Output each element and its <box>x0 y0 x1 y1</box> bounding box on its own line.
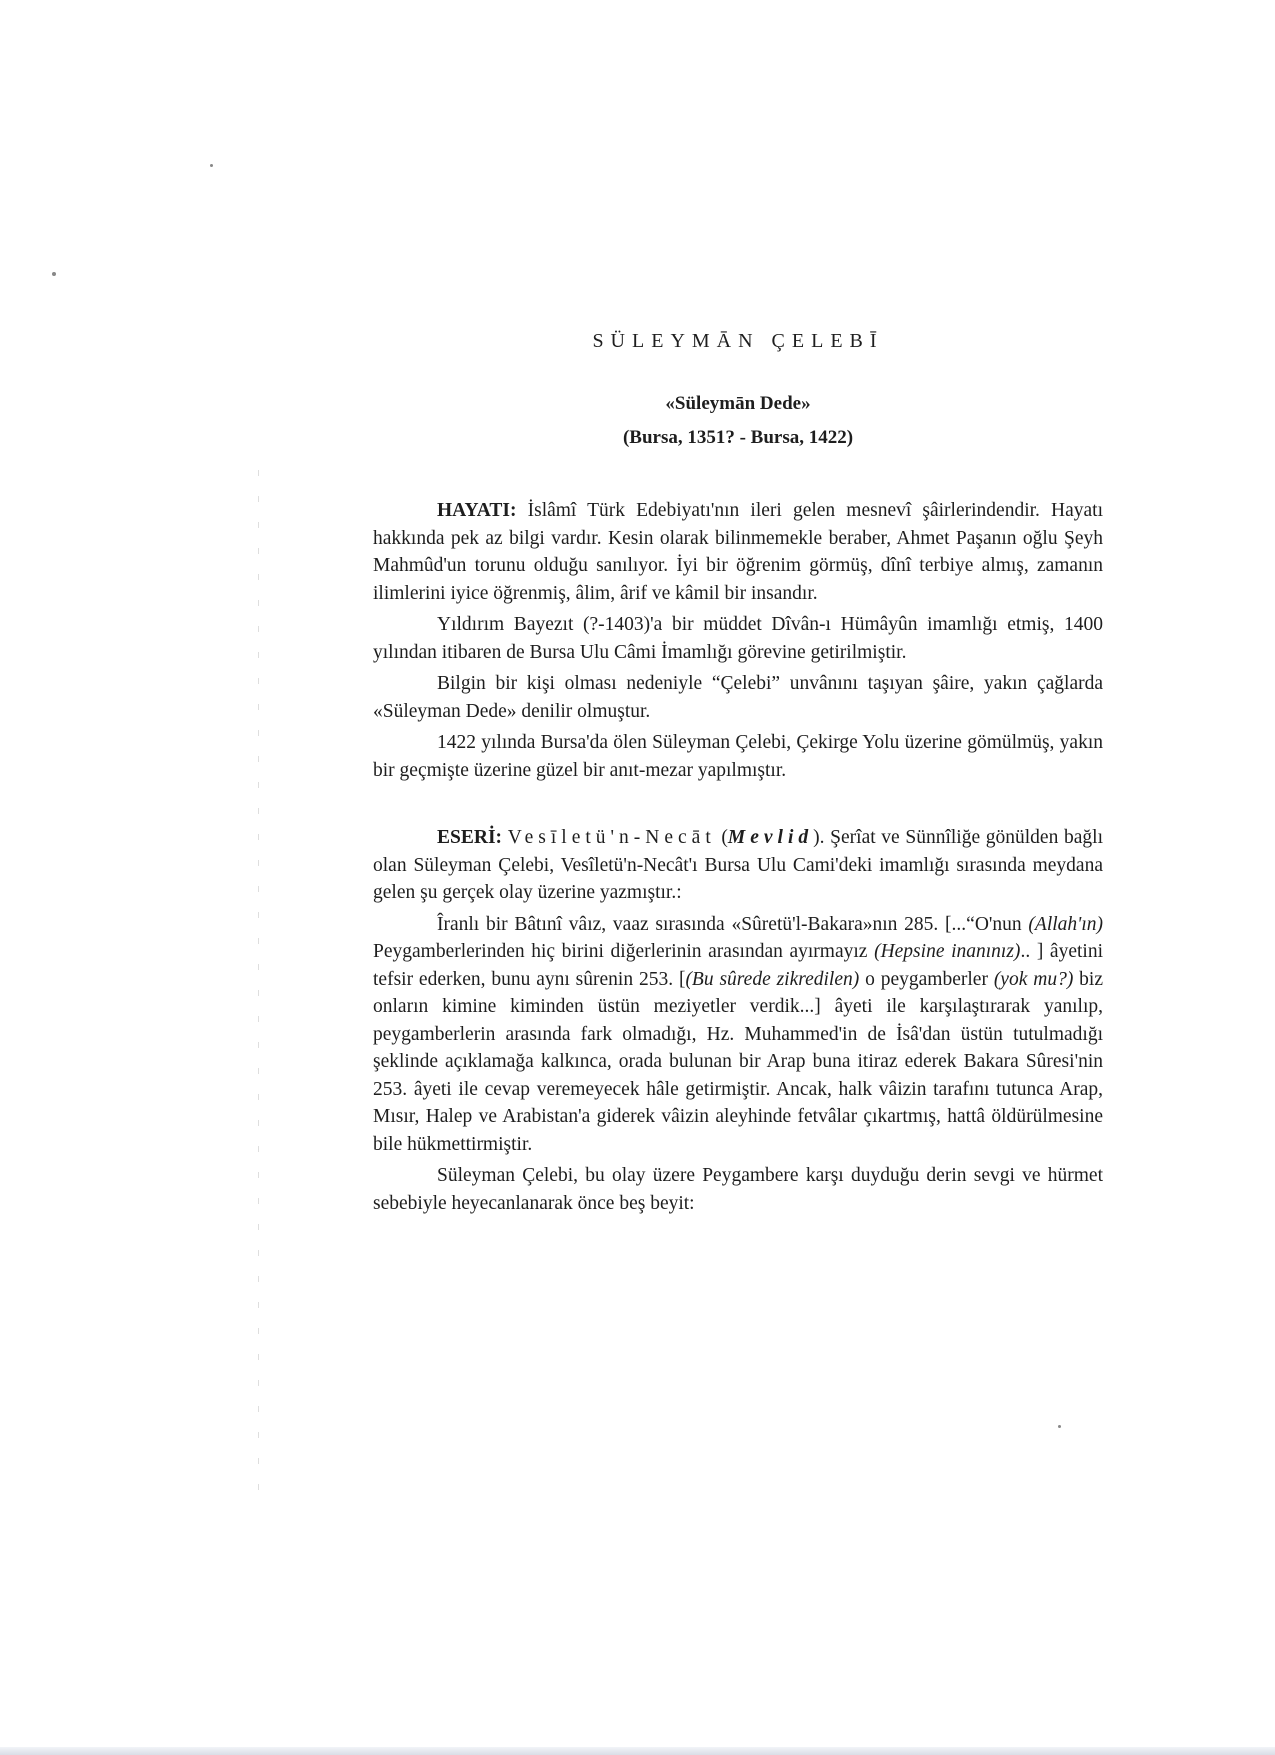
author-dates: (Bursa, 1351? - Bursa, 1422) <box>622 427 854 448</box>
work-paren-close: ). <box>813 827 825 848</box>
binding-gutter-line <box>258 470 259 1510</box>
paragraph: Süleyman Çelebi, bu olay üzere Peygambere karşı duyduğu derin sevgi ve hürmet sebebiyle heyecanlanarak önce beş beyit: <box>373 1165 1103 1214</box>
italic-run: (Bu sûrede zikredilen) <box>685 968 860 990</box>
paragraph: Bilgin bir kişi olması nedeniyle “Çelebi” unvânını taşıyan şâire, yakın çağlarda «Süleyman Dede» denilir olmuştur. <box>373 673 1103 722</box>
section-label-eseri: ESERİ: <box>437 827 503 848</box>
scan-speck <box>210 164 213 167</box>
page-title: SÜLEYMĀN ÇELEBĪ <box>592 330 884 352</box>
italic-run: (Hepsine inanınız) <box>874 941 1021 962</box>
document-page <box>373 330 1103 1221</box>
paragraph-text: İslâmî Türk Edebiyatı'nın ileri gelen mesnevî şâirlerindendir. Hayatı hakkında pek az bilgi vardır. Kesin olarak bilinmemekle beraber, Ahmet Paşanın oğlu Şeyh Mahmûd'un torunu olduğu sanılıyor. İyi bir öğrenim görmüş, dînî terbiye almış, zamanın ilimlerini iyice öğrenmiş, âlim, ârif ve kâmil bir insandır. <box>373 500 1104 604</box>
paragraph: Yıldırım Bayezıt (?-1403)'a bir müddet Dîvân-ı Hümâyûn imamlığı etmiş, 1400 yılından itibaren de Bursa Ulu Câmi İmamlığı görevine getirilmiştir. <box>373 614 1103 663</box>
italic-run: (Allah'ın) <box>1028 913 1103 935</box>
section-label-hayati: HAYATI: <box>437 500 517 521</box>
text-run: Peygamberlerinden hiç birini diğerlerinin arasından ayırmayız <box>373 941 875 962</box>
text-run: o peygamberler <box>859 968 994 990</box>
italic-run: (yok mu?) <box>993 968 1074 990</box>
text-run: biz onların kimine kiminden üstün meziyetler verdik...] âyeti ile karşılaştırarak yanılıp, peygamberlerin arasında fark olmadığı, Hz. Muhammed'in de İsâ'dan üstün tutulmadığı şeklinde açıklamağa kalkınca, orada bulunan bir Arap buna itiraz ederek Bakara Sûresi'nin 253. âyeti ile cevap veremeyecek hâle getirmiştir. Ancak, halk vâizin tarafını tutunca Arap, Mısır, Halep ve Arabistan'a giderek vâizin aleyhinde fetvâlar çıkartmış, hattâ öldürülmesine bile hükmettirmiştir. <box>373 968 1103 1155</box>
author-alias: «Süleymān Dede» <box>665 393 811 414</box>
work-title: Vesīletü'n-Necāt <box>507 827 716 848</box>
paragraph <box>373 911 1103 1159</box>
paragraph <box>373 497 1103 607</box>
scan-bottom-edge <box>0 1747 1275 1755</box>
paragraph-text: Şerîat ve Sünnîliğe gönülden bağlı olan Süleyman Çelebi, Vesîletü'n-Necât'ı Bursa Ulu Cami'deki imamlığı sırasında meydana gelen şu gerçek olay üzerine yazmıştır.: <box>373 827 1103 903</box>
section-hayati <box>373 497 1103 784</box>
text-run: Îranlı bir Bâtınî vâız, vaaz sırasında «Sûretü'l-Bakara»nın 285. [...“O'nun <box>437 913 1029 935</box>
text-run: .. ] âyetini tefsir ederken, bunu aynı sûrenin 253. [ <box>373 941 1103 990</box>
paragraph <box>373 824 1103 907</box>
section-eseri <box>373 824 1103 1217</box>
scan-speck <box>52 272 56 276</box>
scan-speck <box>1058 1425 1061 1428</box>
work-paren-open: ( <box>721 827 728 848</box>
work-alt-title: Mevlid <box>727 827 814 848</box>
paragraph: 1422 yılında Bursa'da ölen Süleyman Çelebi, Çekirge Yolu üzerine gömülmüş, yakın bir geçmişte üzerine güzel bir anıt-mezar yapılmıştır. <box>373 732 1103 781</box>
